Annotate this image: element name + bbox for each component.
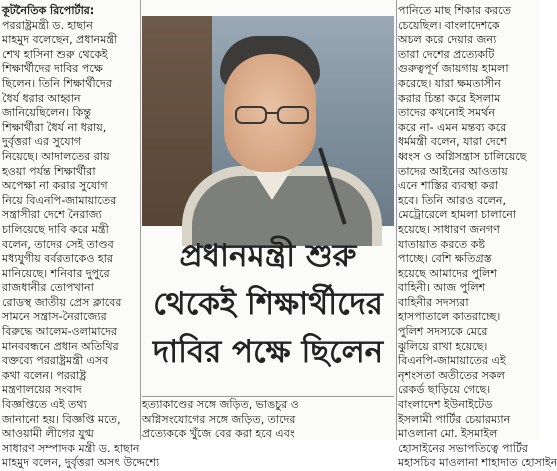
text-line: তাদের আইনের আওতায় bbox=[398, 164, 508, 178]
bottom-column bbox=[142, 398, 394, 440]
text-line: মানববন্ধনে প্রধান অতিথির bbox=[2, 339, 119, 353]
text-line: নৃশংসতা অতীতের সকল bbox=[398, 368, 505, 382]
text-line: শিক্ষার্থীরা ধৈর্য না ধরায়, bbox=[2, 120, 107, 134]
text-line: বাংলাদেশ ইউনাইটেড bbox=[398, 398, 493, 412]
headline-bottom-rule bbox=[142, 396, 394, 397]
headline-line: দাবির পক্ষে ছিলেন bbox=[152, 334, 384, 370]
text-line: মাহমুদ বলেছেন, প্রধানমন্ত্রী bbox=[2, 33, 118, 47]
text-line: দুর্বৃত্তরা এর সুযোগ bbox=[2, 135, 82, 149]
text-line: নিয়ে বিএনপি-জামায়াতের bbox=[2, 193, 117, 207]
text-line: পাচ্ছে। বেশি ক্ষতিগ্রস্ত bbox=[398, 252, 492, 266]
text-line: তারা দেশের প্রত্যেকটি bbox=[398, 47, 495, 61]
headline-line: থেকেই শিক্ষার্থীদের bbox=[153, 286, 383, 322]
text-line: বাহিনী। আজ পুলিশ bbox=[398, 281, 486, 295]
text-line: শেখ হাসিনা শুরু থেকেই bbox=[2, 47, 108, 61]
text-line: চালিয়েছে দাবি করে মন্ত্রী bbox=[2, 222, 109, 236]
text-line: মেট্রোরেলে হামলা চালানো bbox=[398, 208, 517, 222]
text-line: মানিয়েছে। শনিবার দুপুরে bbox=[2, 266, 110, 280]
text-line: কথা বলেন। পররাষ্ট্র bbox=[2, 368, 87, 382]
left-column bbox=[2, 4, 160, 470]
portrait-photo bbox=[142, 16, 394, 226]
text-line: চেয়েছিল। বাংলাদেশকে bbox=[398, 18, 500, 32]
text-line: জানানো হয়। বিজ্ঞপ্তি মতে, bbox=[2, 412, 121, 426]
text-line: বলেন, তাদের সেই তাণ্ডব bbox=[2, 237, 114, 251]
text-line: জানিয়েছিলেন। কিন্তু bbox=[2, 106, 92, 120]
text-line: হবে। তিনি আরও বলেন, bbox=[398, 193, 506, 207]
text-line: রোডস্থ জাতীয় প্রেস ক্লাবের bbox=[2, 295, 122, 309]
text-line: হাসপাতালে কাতরাচ্ছে। bbox=[398, 310, 501, 324]
text-line: হত্যাকাণ্ডের সঙ্গে জড়িত, ভাঙচুর ও bbox=[142, 398, 299, 411]
text-line: এনে শাস্তির ব্যবস্থা করা bbox=[398, 179, 498, 193]
text-line: অচল করে দেয়ার জন্য bbox=[398, 33, 497, 47]
text-line: বক্তব্যে পররাষ্ট্রমন্ত্রী এসব bbox=[2, 354, 109, 368]
text-line: মন্ত্রণালয়ের সংবাদ bbox=[2, 383, 82, 397]
left-column-text bbox=[2, 18, 160, 471]
text-line: গুরুত্বপূর্ণ জায়গায় হামলা bbox=[398, 62, 509, 76]
headline-line: প্রধানমন্ত্রী শুরু bbox=[179, 238, 357, 274]
column-divider-right bbox=[396, 0, 397, 440]
text-line: অপেক্ষা না করার সুযোগ bbox=[2, 179, 108, 193]
text-line: সামনে সন্ত্রাস-নৈরাজ্যের bbox=[2, 310, 107, 324]
text-line: ধর্মমন্ত্রী বলেন, যারা দেশে bbox=[398, 135, 507, 149]
text-line: বাহিনীর সদস্যরা bbox=[398, 295, 469, 309]
text-line: শিক্ষার্থীদের দাবির পক্ষে bbox=[2, 62, 103, 76]
text-line: হওয়া পর্যন্ত শিক্ষার্থীরা bbox=[2, 164, 96, 178]
text-line: যাতায়াত করতে কষ্ট bbox=[398, 237, 485, 251]
text-line: করার চিন্তা করে ইসলাম bbox=[398, 91, 501, 105]
column-divider-left bbox=[140, 0, 141, 440]
text-line: রাজধানীর তোপখানা bbox=[2, 281, 94, 295]
text-line: রেকর্ড ছাড়িয়ে গেছে। bbox=[398, 383, 491, 397]
text-line: প্রত্যেককে খুঁজে বের করা হবে এবং bbox=[142, 427, 295, 441]
text-line: পররাষ্ট্রমন্ত্রী ড. হাছান bbox=[2, 18, 93, 32]
text-line: সাধারণ সম্পাদক মন্ত্রী ড. হাছান bbox=[2, 441, 140, 455]
text-line: হয়েছে আমাদের পুলিশ bbox=[398, 266, 497, 280]
text-line: ধৈর্য ধরার আহ্বান bbox=[2, 91, 81, 105]
text-line: বিরুদ্ধে আলেম-ওলামাদের bbox=[2, 325, 117, 339]
text-line: অগ্নিসংযোগের সঙ্গে জড়িত, তাদের bbox=[142, 412, 296, 426]
bottom-column-text bbox=[142, 398, 394, 442]
text-line: মাওলানা মো. ইসমাইল bbox=[398, 427, 498, 441]
text-line: পুলিশ সদস্যকে মেরে bbox=[398, 325, 488, 339]
text-line: করেছে। যারা ক্ষমতাসীন bbox=[398, 76, 501, 90]
text-line: ইসলামী পার্টির চেয়ারম্যান bbox=[398, 412, 511, 426]
text-line: ঝুলিয়ে রাখা হয়েছে। bbox=[398, 339, 488, 353]
text-line: করে না- এমন মন্তব্য করে bbox=[398, 120, 507, 134]
text-line: মধ্যযুগীয় বর্বরতাকেও হার bbox=[2, 252, 113, 266]
text-line: হয়েছে। সাধারণ জনগণ bbox=[398, 222, 500, 236]
text-line: তাদের কখনোই সমর্থন bbox=[398, 106, 495, 120]
text-line: ছিলেন। তিনি শিক্ষার্থীদের bbox=[2, 76, 112, 90]
text-line: মাহমুদ বলেন, দুর্বৃত্তরা অসৎ উদ্দেশ্যে bbox=[2, 456, 160, 470]
right-column bbox=[398, 4, 557, 470]
text-line: বিজ্ঞপ্তিতে এই তথ্য bbox=[2, 398, 87, 412]
text-line: আওয়ামী লীগের যুগ্ম bbox=[2, 427, 94, 441]
right-column-text bbox=[398, 4, 557, 471]
text-line: পানিতে মাছ শিকার করতে bbox=[398, 4, 512, 17]
text-line: হোসাইনের সভাপতিত্বে পার্টির bbox=[398, 441, 528, 455]
byline: কূটনৈতিক রিপোর্টার: bbox=[2, 4, 95, 17]
glasses-icon bbox=[234, 104, 310, 126]
text-line: মহাসচিব মাওলানা শাহাদাত হোসাইন bbox=[398, 456, 557, 470]
text-line: সন্ত্রাসীরা দেশে নৈরাজ্য bbox=[2, 208, 102, 222]
text-line: ধ্বংস ও অগ্নিসন্ত্রাস চালিয়েছে bbox=[398, 149, 527, 163]
text-line: নিয়েছে। আদালতের রায় bbox=[2, 149, 110, 163]
headline bbox=[146, 232, 390, 392]
text-line: বিএনপি-জামায়াতের এই bbox=[398, 354, 506, 368]
